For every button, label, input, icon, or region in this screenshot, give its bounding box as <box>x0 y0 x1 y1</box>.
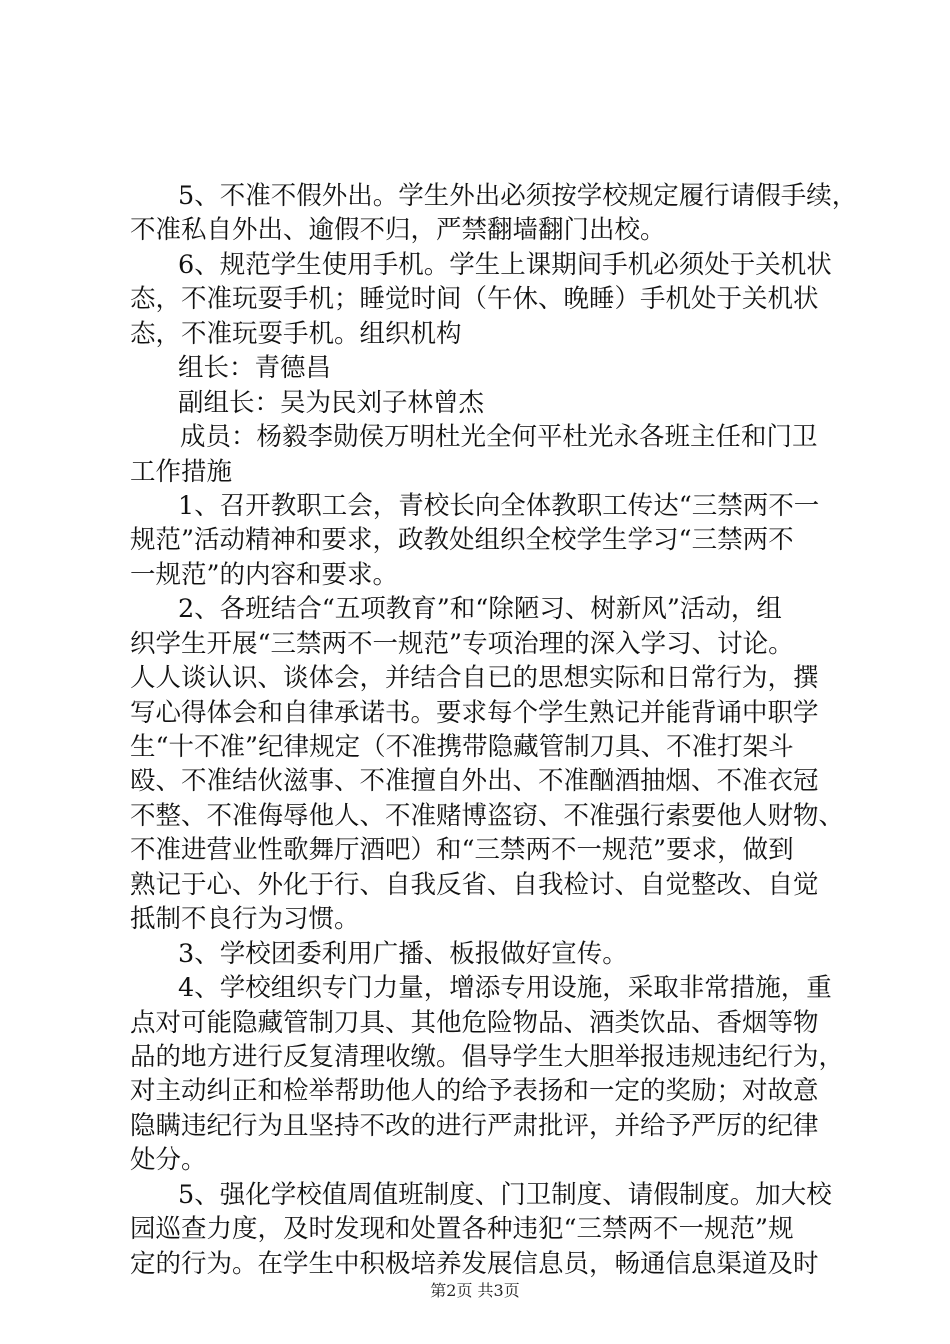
text-line: 1、召开教职工会，青校长向全体教职工传达“三禁两不一 <box>178 490 820 521</box>
text-line: 规范”活动精神和要求，政教处组织全校学生学习“三禁两不 <box>130 525 794 556</box>
text-line: 人人谈认识、谈体会，并结合自已的思想实际和日常行为，撰 <box>130 663 819 694</box>
text-line: 4、学校组织专门力量，增添专用设施，采取非常措施，重 <box>178 973 832 1004</box>
text-line: 态，不准玩耍手机。组织机构 <box>130 318 462 349</box>
text-line: 园巡查力度，及时发现和处置各种违犯“三禁两不一规范”规 <box>130 1214 794 1245</box>
text-line: 不整、不准侮辱他人、不准赌博盗窃、不准强行索要他人财物、 <box>130 800 845 831</box>
text-line: 2、各班结合“五项教育”和“除陋习、树新风”活动，组 <box>178 594 782 625</box>
text-line: 品的地方进行反复清理收缴。倡导学生大胆举报违规违纪行为， <box>130 1041 845 1072</box>
text-line: 副组长：吴为民刘子林曾杰 <box>178 387 485 418</box>
text-line: 殴、不准结伙滋事、不准擅自外出、不准酗酒抽烟、不准衣冠 <box>130 766 819 797</box>
text-line: 成员：杨毅李勋侯万明杜光全何平杜光永各班主任和门卫 <box>180 422 818 453</box>
document-body <box>130 179 858 1281</box>
text-line: 组长：青德昌 <box>178 353 332 384</box>
text-line: 3、学校团委利用广播、板报做好宣传。 <box>178 938 628 969</box>
text-line: 点对可能隐藏管制刀具、其他危险物品、酒类饮品、香烟等物 <box>130 1007 819 1038</box>
text-line: 熟记于心、外化于行、自我反省、自我检讨、自觉整改、自觉 <box>130 869 819 900</box>
text-line: 工作措施 <box>130 456 233 487</box>
text-line: 6、规范学生使用手机。学生上课期间手机必须处于关机状 <box>178 249 832 280</box>
text-line: 5、不准不假外出。学生外出必须按学校规定履行请假手续， <box>178 181 858 211</box>
text-line: 隐瞒违纪行为且坚持不改的进行严肃批评，并给予严厉的纪律 <box>130 1110 819 1141</box>
text-line: 织学生开展“三禁两不一规范”专项治理的深入学习、讨论。 <box>130 628 794 659</box>
text-line: 定的行为。在学生中积极培养发展信息员，畅通信息渠道及时 <box>130 1248 819 1279</box>
text-line: 5、强化学校值周值班制度、门卫制度、请假制度。加大校 <box>178 1179 832 1210</box>
text-line: 抵制不良行为习惯。 <box>130 904 360 935</box>
text-line: 一规范”的内容和要求。 <box>130 559 399 590</box>
text-line: 生“十不准”纪律规定（不准携带隐藏管制刀具、不准打架斗 <box>130 732 794 762</box>
text-line: 不准私自外出、逾假不归，严禁翻墙翻门出校。 <box>130 215 666 246</box>
text-line: 写心得体会和自律承诺书。要求每个学生熟记并能背诵中职学 <box>130 697 819 728</box>
text-line: 处分。 <box>130 1145 207 1176</box>
text-line: 对主动纠正和检举帮助他人的给予表扬和一定的奖励；对故意 <box>130 1076 819 1107</box>
text-line: 态，不准玩耍手机；睡觉时间（午休、晚睡）手机处于关机状 <box>130 284 819 315</box>
text-line: 不准进营业性歌舞厅酒吧）和“三禁两不一规范”要求，做到 <box>130 835 794 866</box>
page-footer: 第2页 共3页 <box>430 1281 520 1300</box>
